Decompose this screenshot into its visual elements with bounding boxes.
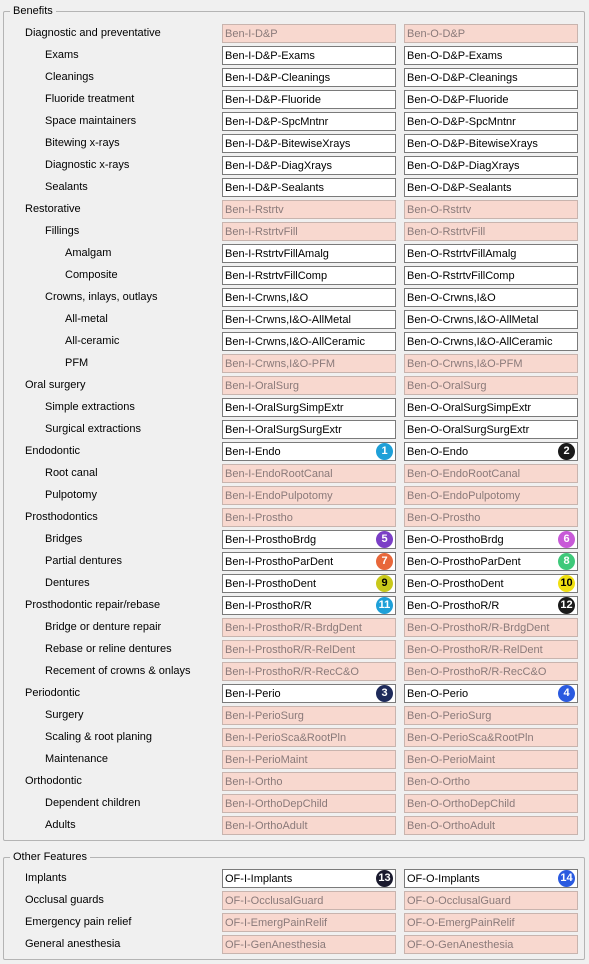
label-bridge-or-denture-repair: Bridge or denture repair <box>45 621 162 633</box>
label-periodontic: Periodontic <box>25 687 81 699</box>
in-network-field-oral-surgery: Ben-I-OralSurg <box>222 376 396 395</box>
in-network-field-bridge-or-denture-repair: Ben-I-ProsthoR/R-BrdgDent <box>222 618 396 637</box>
in-network-field-pulpotomy: Ben-I-EndoPulpotomy <box>222 486 396 505</box>
in-network-field-scaling-and-root-planing: Ben-I-PerioSca&RootPln <box>222 728 396 747</box>
row-orthodontic <box>4 771 586 793</box>
out-of-network-field-rebase-or-reline-dentures: Ben-O-ProsthoR/R-RelDent <box>404 640 578 659</box>
out-of-network-field-all-ceramic[interactable]: Ben-O-Crwns,I&O-AllCeramic <box>404 332 578 351</box>
number-badge: 1 <box>376 443 393 460</box>
row-surgical-extractions <box>4 419 586 441</box>
row-diagnostic-and-preventative <box>4 23 586 45</box>
label-fluoride-treatment: Fluoride treatment <box>45 93 135 105</box>
row-dependent-children <box>4 793 586 815</box>
row-space-maintainers <box>4 111 586 133</box>
number-badge: 12 <box>558 597 575 614</box>
in-network-field-sealants[interactable]: Ben-I-D&P-Sealants <box>222 178 396 197</box>
label-simple-extractions: Simple extractions <box>45 401 135 413</box>
in-network-field-partial-dentures[interactable]: Ben-I-ProsthoParDent <box>222 552 396 571</box>
in-network-field-recement-of-crowns-and-onlays: Ben-I-ProsthoR/R-RecC&O <box>222 662 396 681</box>
label-surgical-extractions: Surgical extractions <box>45 423 141 435</box>
row-amalgam <box>4 243 586 265</box>
out-of-network-field-adults: Ben-O-OrthoAdult <box>404 816 578 835</box>
row-all-ceramic <box>4 331 586 353</box>
row-implants <box>4 868 586 890</box>
row-pulpotomy <box>4 485 586 507</box>
row-prosthodontics <box>4 507 586 529</box>
row-pfm <box>4 353 586 375</box>
label-composite: Composite <box>65 269 118 281</box>
in-network-field-crowns-inlays-outlays[interactable]: Ben-I-Crwns,I&O <box>222 288 396 307</box>
label-restorative: Restorative <box>25 203 81 215</box>
row-occlusal-guards <box>4 890 586 912</box>
out-of-network-field-fillings: Ben-O-RstrtvFill <box>404 222 578 241</box>
row-crowns-inlays-outlays <box>4 287 586 309</box>
row-emergency-pain-relief <box>4 912 586 934</box>
out-of-network-field-restorative: Ben-O-Rstrtv <box>404 200 578 219</box>
in-network-field-bitewing-x-rays[interactable]: Ben-I-D&P-BitewiseXrays <box>222 134 396 153</box>
benefits-group <box>3 5 585 841</box>
in-network-field-simple-extractions[interactable]: Ben-I-OralSurgSimpExtr <box>222 398 396 417</box>
row-recement-of-crowns-and-onlays <box>4 661 586 683</box>
in-network-field-occlusal-guards: OF-I-OcclusalGuard <box>222 891 396 910</box>
row-restorative <box>4 199 586 221</box>
row-diagnostic-x-rays <box>4 155 586 177</box>
label-all-metal: All-metal <box>65 313 108 325</box>
label-dentures: Dentures <box>45 577 90 589</box>
label-emergency-pain-relief: Emergency pain relief <box>25 916 132 928</box>
number-badge: 5 <box>376 531 393 548</box>
out-of-network-field-fluoride-treatment[interactable]: Ben-O-D&P-Fluoride <box>404 90 578 109</box>
out-of-network-field-surgical-extractions[interactable]: Ben-O-OralSurgSurgExtr <box>404 420 578 439</box>
number-badge: 9 <box>376 575 393 592</box>
row-scaling-and-root-planing <box>4 727 586 749</box>
label-space-maintainers: Space maintainers <box>45 115 137 127</box>
label-endodontic: Endodontic <box>25 445 81 457</box>
label-surgery: Surgery <box>45 709 84 721</box>
row-simple-extractions <box>4 397 586 419</box>
row-sealants <box>4 177 586 199</box>
row-cleanings <box>4 67 586 89</box>
in-network-field-emergency-pain-relief: OF-I-EmergPainRelif <box>222 913 396 932</box>
label-exams: Exams <box>45 49 79 61</box>
in-network-field-maintenance: Ben-I-PerioMaint <box>222 750 396 769</box>
label-cleanings: Cleanings <box>45 71 94 83</box>
out-of-network-field-bitewing-x-rays[interactable]: Ben-O-D&P-BitewiseXrays <box>404 134 578 153</box>
out-of-network-field-crowns-inlays-outlays[interactable]: Ben-O-Crwns,I&O <box>404 288 578 307</box>
label-fillings: Fillings <box>45 225 80 237</box>
row-all-metal <box>4 309 586 331</box>
out-of-network-field-diagnostic-and-preventative: Ben-O-D&P <box>404 24 578 43</box>
out-of-network-field-dentures[interactable]: Ben-O-ProsthoDent <box>404 574 578 593</box>
row-surgery <box>4 705 586 727</box>
out-of-network-field-general-anesthesia: OF-O-GenAnesthesia <box>404 935 578 954</box>
row-rebase-or-reline-dentures <box>4 639 586 661</box>
row-composite <box>4 265 586 287</box>
in-network-field-surgery: Ben-I-PerioSurg <box>222 706 396 725</box>
out-of-network-field-maintenance: Ben-O-PerioMaint <box>404 750 578 769</box>
out-of-network-field-endodontic[interactable]: Ben-O-Endo <box>404 442 578 461</box>
number-badge: 13 <box>376 870 393 887</box>
row-general-anesthesia <box>4 934 586 956</box>
label-maintenance: Maintenance <box>45 753 108 765</box>
label-implants: Implants <box>25 872 67 884</box>
out-of-network-field-prosthodontic-repair-rebase[interactable]: Ben-O-ProsthoR/R <box>404 596 578 615</box>
row-dentures <box>4 573 586 595</box>
row-adults <box>4 815 586 837</box>
out-of-network-field-prosthodontics: Ben-O-Prostho <box>404 508 578 527</box>
in-network-field-rebase-or-reline-dentures: Ben-I-ProsthoR/R-RelDent <box>222 640 396 659</box>
benefits-group-title: Benefits <box>10 4 56 18</box>
out-of-network-field-recement-of-crowns-and-onlays: Ben-O-ProsthoR/R-RecC&O <box>404 662 578 681</box>
in-network-field-amalgam[interactable]: Ben-I-RstrtvFillAmalg <box>222 244 396 263</box>
out-of-network-field-pulpotomy: Ben-O-EndoPulpotomy <box>404 486 578 505</box>
in-network-field-restorative: Ben-I-Rstrtv <box>222 200 396 219</box>
in-network-field-prosthodontics: Ben-I-Prostho <box>222 508 396 527</box>
number-badge: 14 <box>558 870 575 887</box>
label-oral-surgery: Oral surgery <box>25 379 86 391</box>
label-occlusal-guards: Occlusal guards <box>25 894 104 906</box>
row-endodontic <box>4 441 586 463</box>
in-network-field-prosthodontic-repair-rebase[interactable]: Ben-I-ProsthoR/R <box>222 596 396 615</box>
out-of-network-field-periodontic[interactable]: Ben-O-Perio <box>404 684 578 703</box>
in-network-field-all-ceramic[interactable]: Ben-I-Crwns,I&O-AllCeramic <box>222 332 396 351</box>
label-sealants: Sealants <box>45 181 88 193</box>
number-badge: 2 <box>558 443 575 460</box>
label-prosthodontic-repair-rebase: Prosthodontic repair/rebase <box>25 599 161 611</box>
in-network-field-fluoride-treatment[interactable]: Ben-I-D&P-Fluoride <box>222 90 396 109</box>
out-of-network-field-bridge-or-denture-repair: Ben-O-ProsthoR/R-BrdgDent <box>404 618 578 637</box>
row-oral-surgery <box>4 375 586 397</box>
number-badge: 6 <box>558 531 575 548</box>
label-prosthodontics: Prosthodontics <box>25 511 98 523</box>
out-of-network-field-sealants[interactable]: Ben-O-D&P-Sealants <box>404 178 578 197</box>
in-network-field-fillings: Ben-I-RstrtvFill <box>222 222 396 241</box>
label-adults: Adults <box>45 819 76 831</box>
label-scaling-and-root-planing: Scaling & root planing <box>45 731 153 743</box>
label-crowns-inlays-outlays: Crowns, inlays, outlays <box>45 291 158 303</box>
label-bitewing-x-rays: Bitewing x-rays <box>45 137 120 149</box>
label-root-canal: Root canal <box>45 467 98 479</box>
row-bridge-or-denture-repair <box>4 617 586 639</box>
in-network-field-composite[interactable]: Ben-I-RstrtvFillComp <box>222 266 396 285</box>
in-network-field-diagnostic-and-preventative: Ben-I-D&P <box>222 24 396 43</box>
in-network-field-orthodontic: Ben-I-Ortho <box>222 772 396 791</box>
label-amalgam: Amalgam <box>65 247 112 259</box>
label-rebase-or-reline-dentures: Rebase or reline dentures <box>45 643 172 655</box>
in-network-field-dependent-children: Ben-I-OrthoDepChild <box>222 794 396 813</box>
in-network-field-exams[interactable]: Ben-I-D&P-Exams <box>222 46 396 65</box>
in-network-field-dentures[interactable]: Ben-I-ProsthoDent <box>222 574 396 593</box>
label-orthodontic: Orthodontic <box>25 775 82 787</box>
out-of-network-field-root-canal: Ben-O-EndoRootCanal <box>404 464 578 483</box>
row-fillings <box>4 221 586 243</box>
label-diagnostic-and-preventative: Diagnostic and preventative <box>25 27 161 39</box>
label-partial-dentures: Partial dentures <box>45 555 123 567</box>
row-partial-dentures <box>4 551 586 573</box>
out-of-network-field-orthodontic: Ben-O-Ortho <box>404 772 578 791</box>
row-prosthodontic-repair-rebase <box>4 595 586 617</box>
in-network-field-cleanings[interactable]: Ben-I-D&P-Cleanings <box>222 68 396 87</box>
out-of-network-field-space-maintainers[interactable]: Ben-O-D&P-SpcMntnr <box>404 112 578 131</box>
row-periodontic <box>4 683 586 705</box>
in-network-field-implants[interactable]: OF-I-Implants <box>222 869 396 888</box>
label-recement-of-crowns-and-onlays: Recement of crowns & onlays <box>45 665 191 677</box>
out-of-network-field-implants[interactable]: OF-O-Implants <box>404 869 578 888</box>
out-of-network-field-simple-extractions[interactable]: Ben-O-OralSurgSimpExtr <box>404 398 578 417</box>
out-of-network-field-bridges[interactable]: Ben-O-ProsthoBrdg <box>404 530 578 549</box>
in-network-field-surgical-extractions[interactable]: Ben-I-OralSurgSurgExtr <box>222 420 396 439</box>
in-network-field-endodontic[interactable]: Ben-I-Endo <box>222 442 396 461</box>
row-bitewing-x-rays <box>4 133 586 155</box>
out-of-network-field-oral-surgery: Ben-O-OralSurg <box>404 376 578 395</box>
out-of-network-field-surgery: Ben-O-PerioSurg <box>404 706 578 725</box>
number-badge: 8 <box>558 553 575 570</box>
out-of-network-field-cleanings[interactable]: Ben-O-D&P-Cleanings <box>404 68 578 87</box>
in-network-field-root-canal: Ben-I-EndoRootCanal <box>222 464 396 483</box>
label-pfm: PFM <box>65 357 89 369</box>
row-exams <box>4 45 586 67</box>
in-network-field-diagnostic-x-rays[interactable]: Ben-I-D&P-DiagXrays <box>222 156 396 175</box>
number-badge: 3 <box>376 685 393 702</box>
in-network-field-adults: Ben-I-OrthoAdult <box>222 816 396 835</box>
label-bridges: Bridges <box>45 533 83 545</box>
out-of-network-field-occlusal-guards: OF-O-OcclusalGuard <box>404 891 578 910</box>
out-of-network-field-composite[interactable]: Ben-O-RstrtvFillComp <box>404 266 578 285</box>
label-pulpotomy: Pulpotomy <box>45 489 97 501</box>
in-network-field-space-maintainers[interactable]: Ben-I-D&P-SpcMntnr <box>222 112 396 131</box>
out-of-network-field-dependent-children: Ben-O-OrthoDepChild <box>404 794 578 813</box>
out-of-network-field-exams[interactable]: Ben-O-D&P-Exams <box>404 46 578 65</box>
label-general-anesthesia: General anesthesia <box>25 938 121 950</box>
number-badge: 11 <box>376 597 393 614</box>
row-maintenance <box>4 749 586 771</box>
label-all-ceramic: All-ceramic <box>65 335 120 347</box>
in-network-field-bridges[interactable]: Ben-I-ProsthoBrdg <box>222 530 396 549</box>
out-of-network-field-all-metal[interactable]: Ben-O-Crwns,I&O-AllMetal <box>404 310 578 329</box>
out-of-network-field-scaling-and-root-planing: Ben-O-PerioSca&RootPln <box>404 728 578 747</box>
in-network-field-general-anesthesia: OF-I-GenAnesthesia <box>222 935 396 954</box>
out-of-network-field-amalgam[interactable]: Ben-O-RstrtvFillAmalg <box>404 244 578 263</box>
in-network-field-pfm: Ben-I-Crwns,I&O-PFM <box>222 354 396 373</box>
number-badge: 10 <box>558 575 575 592</box>
number-badge: 4 <box>558 685 575 702</box>
label-diagnostic-x-rays: Diagnostic x-rays <box>45 159 130 171</box>
out-of-network-field-partial-dentures[interactable]: Ben-O-ProsthoParDent <box>404 552 578 571</box>
label-dependent-children: Dependent children <box>45 797 141 809</box>
in-network-field-all-metal[interactable]: Ben-I-Crwns,I&O-AllMetal <box>222 310 396 329</box>
out-of-network-field-emergency-pain-relief: OF-O-EmergPainRelif <box>404 913 578 932</box>
row-root-canal <box>4 463 586 485</box>
other-features-group <box>3 851 585 960</box>
number-badge: 7 <box>376 553 393 570</box>
row-fluoride-treatment <box>4 89 586 111</box>
row-bridges <box>4 529 586 551</box>
other-features-group-title: Other Features <box>10 850 90 864</box>
out-of-network-field-pfm: Ben-O-Crwns,I&O-PFM <box>404 354 578 373</box>
out-of-network-field-diagnostic-x-rays[interactable]: Ben-O-D&P-DiagXrays <box>404 156 578 175</box>
in-network-field-periodontic[interactable]: Ben-I-Perio <box>222 684 396 703</box>
